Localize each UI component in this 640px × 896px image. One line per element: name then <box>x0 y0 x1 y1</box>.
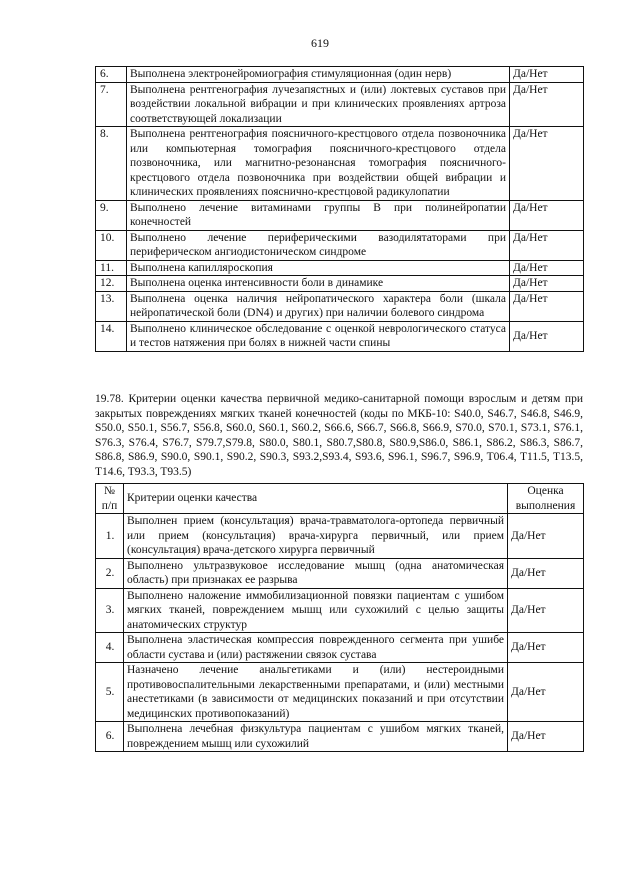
row-number: 5. <box>96 663 124 722</box>
evaluation-value: Да/Нет <box>508 558 584 588</box>
criteria-table-continued <box>95 66 584 352</box>
criterion-text: Выполнено наложение иммобилизационной повязки пациентам с ушибом мягких тканей, повреждением мышц или сухожилий с целью защиты анатомических структур <box>124 588 508 633</box>
criterion-text: Выполнена электронейромиография стимуляционная (один нерв) <box>127 67 510 83</box>
header-evaluation: Оценка выполнения <box>508 484 584 514</box>
evaluation-value: Да/Нет <box>510 321 584 351</box>
row-number: 10. <box>96 230 127 260</box>
evaluation-value: Да/Нет <box>510 82 584 127</box>
criterion-text: Выполнено клиническое обследование с оценкой неврологического статуса и тестов натяжения при болях в нижней части спины <box>127 321 510 351</box>
evaluation-value: Да/Нет <box>510 200 584 230</box>
row-number: 1. <box>96 514 124 559</box>
evaluation-value: Да/Нет <box>510 127 584 201</box>
criterion-text: Назначено лечение анальгетиками и (или) нестероидными противовоспалительными лекарственными препаратами, и (или) местными анестетиками (в зависимости от медицинских показаний и при отсутствии медицинских противопоказаний) <box>124 663 508 722</box>
criterion-text: Выполнена лечебная физкультура пациентам с ушибом мягких тканей, повреждением мышц или сухожилий <box>124 722 508 752</box>
criterion-text: Выполнена оценка наличия нейропатического характера боли (шкала нейропатической боли (DN4) и других) при наличии болевого синдрома <box>127 291 510 321</box>
table-row <box>96 558 584 588</box>
criterion-text: Выполнена эластическая компрессия поврежденного сегмента при ушибе области сустава и (или) растяжении связок сустава <box>124 633 508 663</box>
row-number: 6. <box>96 722 124 752</box>
table-row <box>96 230 584 260</box>
evaluation-value: Да/Нет <box>510 260 584 276</box>
criterion-text: Выполнена рентгенография поясничного-крестцового отдела позвоночника или компьютерная томография поясничного-крестцового отдела позвоночника, или магнитно-резонансная томография поясничного-крестцового отдела позвоночника при воздействии общей вибрации и клинических проявлениях пояснично-крестцовой радикулопатии <box>127 127 510 201</box>
table-header-row <box>96 484 584 514</box>
page-number: 619 <box>311 36 329 50</box>
row-number: 3. <box>96 588 124 633</box>
row-number: 7. <box>96 82 127 127</box>
table-row <box>96 67 584 83</box>
evaluation-value: Да/Нет <box>508 588 584 633</box>
criterion-text: Выполнена рентгенография лучезапястных и (или) локтевых суставов при воздействии локальной вибрации и при клинических проявлениях артроза соответствующей локализации <box>127 82 510 127</box>
table-row <box>96 588 584 633</box>
evaluation-value: Да/Нет <box>508 514 584 559</box>
evaluation-value: Да/Нет <box>510 230 584 260</box>
table-row <box>96 321 584 351</box>
row-number: 14. <box>96 321 127 351</box>
evaluation-value: Да/Нет <box>508 722 584 752</box>
header-criteria: Критерии оценки качества <box>124 484 508 514</box>
table-row <box>96 127 584 201</box>
table-row <box>96 291 584 321</box>
table-row <box>96 633 584 663</box>
evaluation-value: Да/Нет <box>508 633 584 663</box>
criteria-table-19-78 <box>95 483 584 752</box>
table-row <box>96 200 584 230</box>
criterion-text: Выполнено лечение витаминами группы В при полинейропатии конечностей <box>127 200 510 230</box>
table-row <box>96 514 584 559</box>
criterion-text: Выполнена капилляроскопия <box>127 260 510 276</box>
criterion-text: Выполнено ультразвуковое исследование мышц (одна анатомическая область) при признаках ее разрыва <box>124 558 508 588</box>
evaluation-value: Да/Нет <box>510 291 584 321</box>
criterion-text: Выполнено лечение периферическими вазодилятаторами при периферическом ангиодистоническом синдроме <box>127 230 510 260</box>
row-number: 8. <box>96 127 127 201</box>
section-heading-19-78: 19.78. Критерии оценки качества первичной медико-санитарной помощи взрослым и детям при закрытых повреждениях мягких тканей конечностей (коды по МКБ-10: S40.0, S46.7, S46.8, S46.9, S50.0, S50.1, S56.7, S56.8, S60.0, S60.1, S60.2, S66.6, S66.7, S66.8, S66.9, S70.0, S70.1, S73.1, S76.1, S76.3, S76.4, S76.7, S79.7,S79.8, S80.0, S80.1, S80.7,S80.8, S80.9,S86.0, S86.1, S86.2, S86.3, S86.7, S86.8, S86.9, S90.0, S90.1, S90.2, S90.3, S93.2,S93.4, S93.6, S96.1, S96.7, S96.9, T06.4, T11.5, T13.5, T14.6, T93.3, T93.5) <box>95 393 583 478</box>
evaluation-value: Да/Нет <box>510 67 584 83</box>
header-number: № п/п <box>96 484 124 514</box>
table-row <box>96 276 584 292</box>
row-number: 9. <box>96 200 127 230</box>
table-row <box>96 663 584 722</box>
criterion-text: Выполнен прием (консультация) врача-травматолога-ортопеда первичный или прием (консультация) врача-хирурга первичный, или прием (консультация) врача-детского хирурга первичный <box>124 514 508 559</box>
row-number: 4. <box>96 633 124 663</box>
criterion-text: Выполнена оценка интенсивности боли в динамике <box>127 276 510 292</box>
table-row <box>96 722 584 752</box>
row-number: 2. <box>96 558 124 588</box>
row-number: 13. <box>96 291 127 321</box>
evaluation-value: Да/Нет <box>508 663 584 722</box>
table-row <box>96 82 584 127</box>
row-number: 11. <box>96 260 127 276</box>
row-number: 12. <box>96 276 127 292</box>
evaluation-value: Да/Нет <box>510 276 584 292</box>
row-number: 6. <box>96 67 127 83</box>
table-row <box>96 260 584 276</box>
